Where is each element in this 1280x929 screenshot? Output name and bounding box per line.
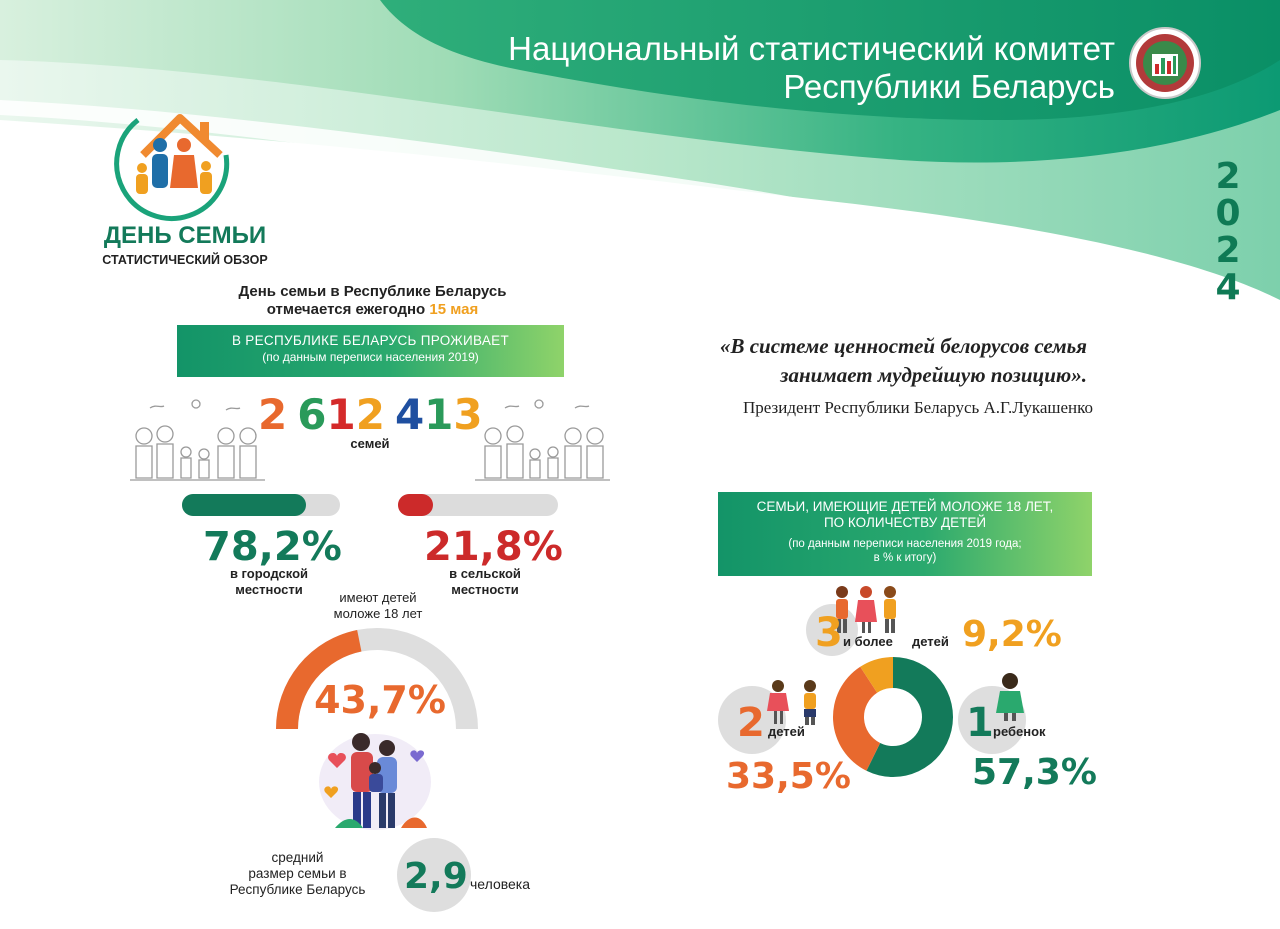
three-children-text-a: и более — [843, 634, 893, 649]
families-count-digit: 1 — [326, 390, 356, 439]
rural-percent: 21,8% — [424, 524, 563, 570]
avg-label-line2: размер семьи в — [248, 866, 347, 881]
avg-label-line3: Республике Беларусь — [229, 882, 366, 897]
families-count-digit: 3 — [453, 390, 483, 439]
children-banner-title-line1: СЕМЬИ, ИМЕЮЩИЕ ДЕТЕЙ МОЛОЖЕ 18 ЛЕТ, — [756, 499, 1054, 514]
quote-line2: занимает мудрейшую позицию». — [780, 363, 1087, 387]
avg-family-size-value: 2,9 — [404, 856, 468, 897]
family-day-date: 15 мая — [429, 301, 479, 318]
three-children-text-b: детей — [912, 634, 949, 649]
children-count-banner — [718, 492, 1092, 576]
three-children-percent: 9,2% — [962, 614, 1062, 655]
with-children-label-line1: имеют детей — [339, 590, 417, 605]
parents-with-child-illustration — [315, 722, 435, 834]
children-banner-sub-line1: (по данным переписи населения 2019 года; — [788, 538, 1022, 550]
quote-line1: «В системе ценностей белорусов семья — [719, 334, 1087, 358]
residence-banner-subtitle: (по данным переписи населения 2019) — [262, 350, 479, 364]
with-children-label-line2: моложе 18 лет — [333, 606, 423, 621]
families-count-digit: 6 — [297, 390, 327, 439]
one-child-text: ребенок — [993, 724, 1046, 739]
avg-label-line1: средний — [271, 850, 324, 865]
residence-banner-title: В РЕСПУБЛИКЕ БЕЛАРУСЬ ПРОЖИВАЕТ — [231, 333, 510, 348]
families-count-digit: 2 — [258, 390, 288, 439]
family-day-text-prefix: отмечается ежегодно — [266, 301, 426, 318]
avg-family-size-label — [205, 850, 390, 898]
one-kid-illustration — [992, 672, 1028, 722]
urban-label-line2: местности — [235, 582, 303, 597]
rural-label — [430, 566, 540, 598]
rural-bar-fill — [398, 494, 433, 516]
year-digit: 4 — [1215, 267, 1241, 308]
residence-banner — [177, 325, 564, 377]
family-day-text-line2 — [200, 301, 545, 318]
children-banner-title-line2: ПО КОЛИЧЕСТВУ ДЕТЕЙ — [823, 515, 987, 530]
children-banner-title — [718, 499, 1092, 531]
families-count-digit: 2 — [355, 390, 385, 439]
children-banner-subtitle — [718, 537, 1092, 565]
families-count-digit — [287, 390, 297, 439]
year-digit: 0 — [1215, 193, 1241, 234]
urban-label — [214, 566, 324, 598]
families-count-digit: 1 — [424, 390, 454, 439]
families-count — [258, 390, 488, 439]
urban-bar-fill — [182, 494, 306, 516]
organization-title-line2: Республики Беларусь — [783, 68, 1115, 105]
families-label: семей — [350, 436, 390, 451]
year-digit: 2 — [1215, 230, 1241, 271]
with-children-percent: 43,7% — [314, 678, 446, 722]
urban-percent: 78,2% — [203, 524, 342, 570]
one-child-percent: 57,3% — [972, 752, 1097, 793]
with-children-label — [318, 590, 438, 622]
family-sketch-illustration — [130, 396, 265, 486]
state-emblem-icon — [1128, 26, 1202, 100]
families-count-digit: 4 — [394, 390, 425, 439]
year-digit: 2 — [1215, 156, 1241, 197]
organization-title — [508, 30, 1115, 106]
two-kids-illustration — [764, 678, 826, 726]
event-subtitle: СТАТИСТИЧЕСКИЙ ОБЗОР — [102, 253, 268, 267]
quote-author: Президент Республики Беларусь А.Г.Лукашенко — [743, 398, 1093, 417]
one-child-digit: 1 — [966, 700, 994, 746]
rural-label-line1: в сельской — [449, 566, 521, 581]
year-vertical — [1212, 158, 1244, 306]
two-children-digit: 2 — [737, 700, 765, 746]
two-children-text: детей — [768, 724, 805, 739]
avg-family-size-unit: человека — [470, 876, 531, 892]
organization-title-line1: Национальный статистический комитет — [508, 30, 1115, 67]
event-title: ДЕНЬ СЕМЬИ — [103, 222, 267, 249]
urban-label-line1: в городской — [229, 566, 309, 581]
three-children-digit: 3 — [815, 610, 843, 656]
family-house-logo-icon — [108, 100, 238, 222]
rural-bar-track — [398, 494, 558, 516]
two-children-percent: 33,5% — [726, 756, 851, 797]
family-day-text-line1: День семьи в Республике Беларусь — [238, 283, 507, 300]
president-quote — [590, 332, 1087, 390]
urban-bar-track — [182, 494, 340, 516]
rural-label-line2: местности — [451, 582, 519, 597]
families-count-digit — [385, 390, 395, 439]
children-banner-sub-line2: в % к итогу) — [873, 552, 937, 564]
